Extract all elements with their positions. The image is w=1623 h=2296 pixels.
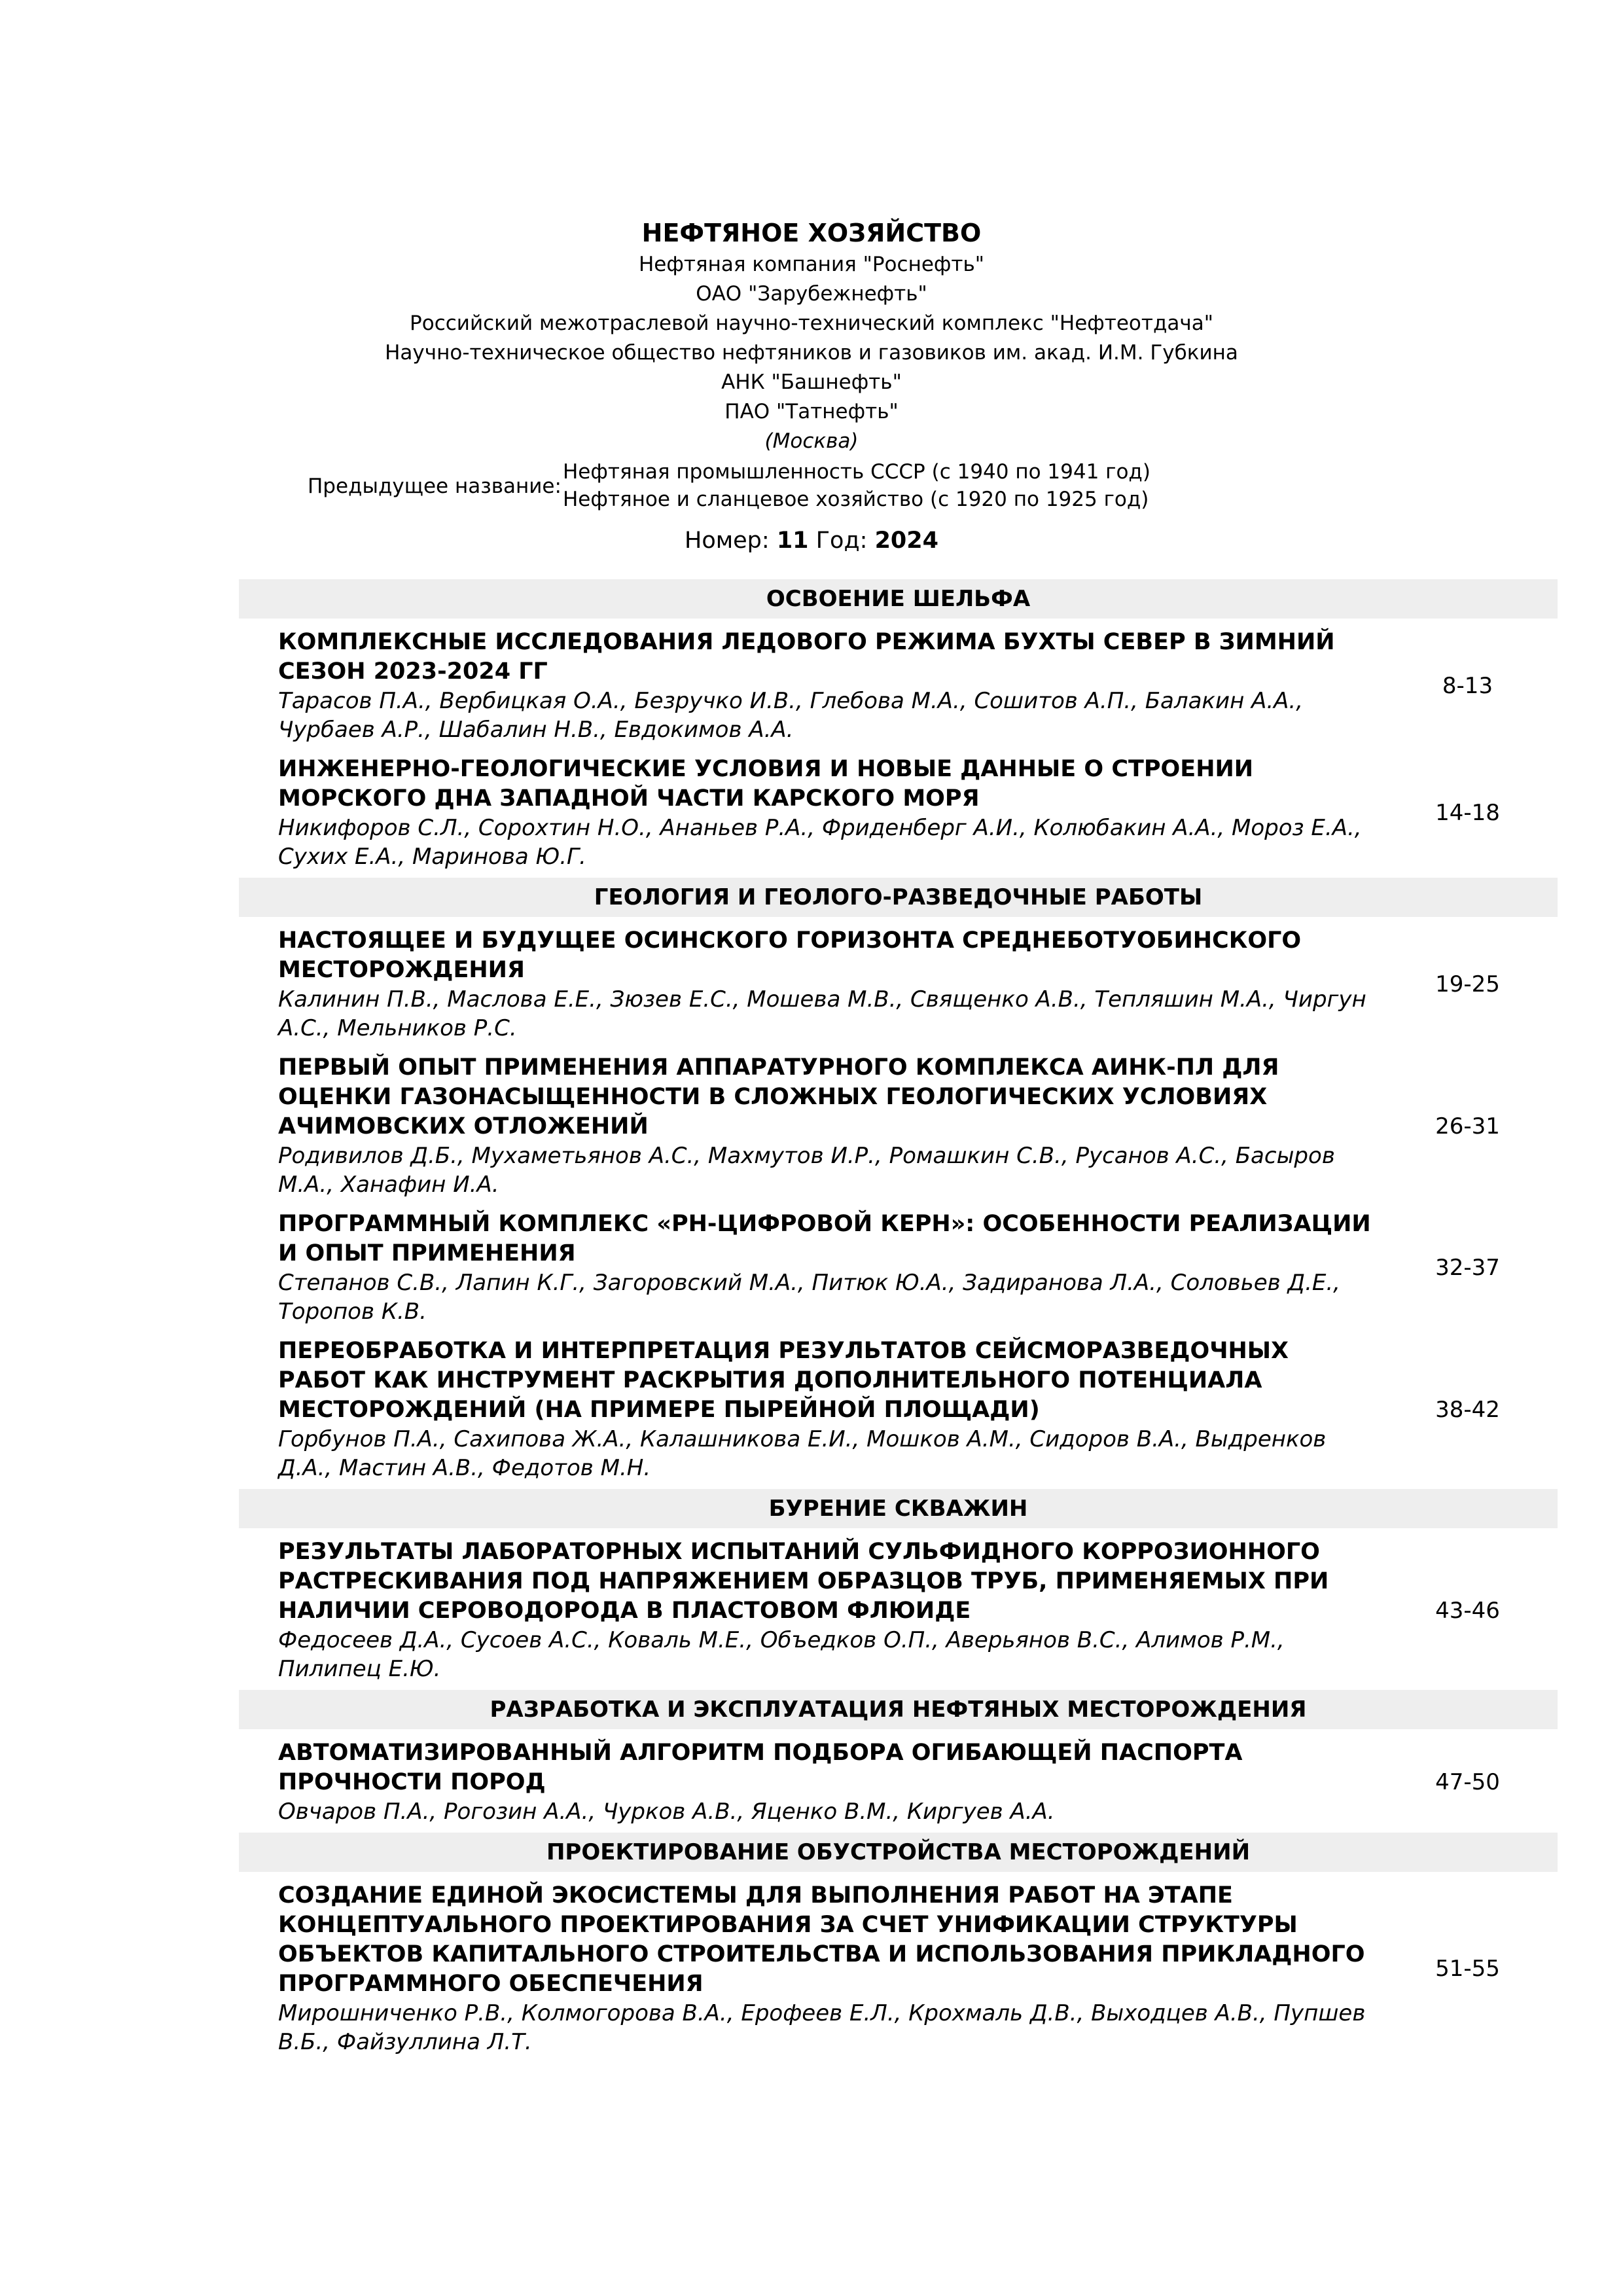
section-header: ГЕОЛОГИЯ И ГЕОЛОГО-РАЗВЕДОЧНЫЕ РАБОТЫ (239, 878, 1558, 917)
founder-line: ПАО "Татнефть" (724, 400, 899, 423)
section-header: РАЗРАБОТКА И ЭКСПЛУАТАЦИЯ НЕФТЯНЫХ МЕСТОРОЖДЕНИЯ (239, 1690, 1558, 1729)
article-authors: Федосеев Д.А., Сусоев А.С., Коваль М.Е., Объедков О.П., Аверьянов В.С., Алимов Р.М., Пилипец Е.Ю. (278, 1627, 1285, 1682)
article-authors: Горбунов П.А., Сахипова Ж.А., Калашникова Е.И., Мошков А.М., Сидоров В.А., Выдренков Д.А., Мастин А.В., Федотов М.Н. (278, 1426, 1327, 1481)
article-entry[interactable] (239, 624, 1558, 751)
section-header: БУРЕНИЕ СКВАЖИН (239, 1489, 1558, 1528)
article-authors: Никифоров С.Л., Сорохтин Н.О., Ананьев Р.А., Фриденберг А.И., Колюбакин А.А., Мороз Е.А., Сухих Е.А., Маринова Ю.Г. (278, 815, 1362, 870)
issue-year: 2024 (874, 528, 938, 554)
journal-header (0, 216, 1623, 456)
article-entry[interactable] (239, 1049, 1558, 1206)
article-authors: Калинин П.В., Маслова Е.Е., Зюзев Е.С., Мошева М.В., Священко А.В., Тепляшин М.А., Чиргун А.С., Мельников Р.С. (278, 986, 1366, 1041)
article-pages: 14-18 (1435, 800, 1500, 826)
article-pages: 38-42 (1435, 1396, 1500, 1423)
article-title[interactable]: РЕЗУЛЬТАТЫ ЛАБОРАТОРНЫХ ИСПЫТАНИЙ СУЛЬФИДНОГО КОРРОЗИОННОГО РАСТРЕСКИВАНИЯ ПОД НАПРЯЖЕНИЕМ ОБРАЗЦОВ ТРУБ, ПРИМЕНЯЕМЫХ ПРИ НАЛИЧИИ СЕРОВОДОРОДА В ПЛАСТОВОМ ФЛЮИДЕ (278, 1539, 1329, 1624)
article-entry[interactable] (239, 1734, 1558, 1833)
journal-title: НЕФТЯНОЕ ХОЗЯЙСТВО (641, 219, 982, 247)
article-pages: 8-13 (1442, 673, 1493, 699)
founder-line: АНК "Башнефть" (721, 370, 902, 394)
article-title[interactable]: АВТОМАТИЗИРОВАННЫЙ АЛГОРИТМ ПОДБОРА ОГИБАЮЩЕЙ ПАСПОРТА ПРОЧНОСТИ ПОРОД (278, 1740, 1243, 1795)
section-header: ОСВОЕНИЕ ШЕЛЬФА (239, 579, 1558, 619)
article-authors: Степанов С.В., Лапин К.Г., Загоровский М.А., Питюк Ю.А., Задиранова Л.А., Соловьев Д.Е., Торопов К.В. (278, 1270, 1340, 1325)
article-authors: Мирошниченко Р.В., Колмогорова В.А., Ерофеев Е.Л., Крохмаль Д.В., Выходцев А.В., Пупшев В.Б., Файзуллина Л.Т. (278, 2000, 1366, 2055)
article-entry[interactable] (239, 1206, 1558, 1333)
article-title[interactable]: ПЕРЕОБРАБОТКА И ИНТЕРПРЕТАЦИЯ РЕЗУЛЬТАТОВ СЕЙСМОРАЗВЕДОЧНЫХ РАБОТ КАК ИНСТРУМЕНТ РАСКРЫТИЯ ДОПОЛНИТЕЛЬНОГО ПОТЕНЦИАЛА МЕСТОРОЖДЕНИЙ (НА ПРИМЕРЕ ПЫРЕЙНОЙ ПЛОЩАДИ) (278, 1338, 1289, 1423)
article-title[interactable]: КОМПЛЕКСНЫЕ ИССЛЕДОВАНИЯ ЛЕДОВОГО РЕЖИМА БУХТЫ СЕВЕР В ЗИМНИЙ СЕЗОН 2023-2024 ГГ (278, 629, 1335, 685)
article-pages: 26-31 (1435, 1113, 1500, 1139)
founder-line: Научно-техническое общество нефтяников и газовиков им. акад. И.М. Губкина (385, 341, 1238, 365)
article-authors: Овчаров П.А., Рогозин А.А., Чурков А.В., Яценко В.М., Киргуев А.А. (278, 1799, 1055, 1825)
journal-city: (Москва) (764, 429, 859, 453)
article-title[interactable]: ИНЖЕНЕРНО-ГЕОЛОГИЧЕСКИЕ УСЛОВИЯ И НОВЫЕ ДАННЫЕ О СТРОЕНИИ МОРСКОГО ДНА ЗАПАДНОЙ ЧАСТИ КАРСКОГО МОРЯ (278, 756, 1254, 812)
issue-year-label: Год: (815, 528, 868, 554)
founder-line: Российский межотраслевой научно-технический комплекс "Нефтеотдача" (410, 312, 1213, 335)
article-authors: Родивилов Д.Б., Мухаметьянов А.С., Махмутов И.Р., Ромашкин С.В., Русанов А.С., Басыров М.А., Ханафин И.А. (278, 1143, 1335, 1198)
article-pages: 32-37 (1435, 1255, 1500, 1281)
issue-number-label: Номер: (685, 528, 770, 554)
issue-number: 11 (776, 528, 809, 554)
table-of-contents (239, 579, 1558, 2063)
article-pages: 19-25 (1435, 971, 1500, 997)
article-title[interactable]: НАСТОЯЩЕЕ И БУДУЩЕЕ ОСИНСКОГО ГОРИЗОНТА СРЕДНЕБОТУОБИНСКОГО МЕСТОРОЖДЕНИЯ (278, 927, 1302, 983)
article-pages: 43-46 (1435, 1597, 1500, 1624)
article-entry[interactable] (239, 922, 1558, 1049)
article-pages: 47-50 (1435, 1769, 1500, 1795)
previous-names-label: Предыдущее название: (308, 475, 562, 498)
founder-line: Нефтяная компания "Роснефть" (638, 253, 984, 276)
previous-name-item: Нефтяное и сланцевое хозяйство (с 1920 по 1925 год) (563, 488, 1149, 511)
previous-name-item: Нефтяная промышленность СССР (с 1940 по 1941 год) (563, 460, 1150, 484)
issue-info (0, 525, 1623, 556)
article-title[interactable]: СОЗДАНИЕ ЕДИНОЙ ЭКОСИСТЕМЫ ДЛЯ ВЫПОЛНЕНИЯ РАБОТ НА ЭТАПЕ КОНЦЕПТУАЛЬНОГО ПРОЕКТИРОВАНИЯ ЗА СЧЕТ УНИФИКАЦИИ СТРУКТУРЫ ОБЪЕКТОВ КАПИТАЛЬНОГО СТРОИТЕЛЬСТВА И ИСПОЛЬЗОВАНИЯ ПРИКЛАДНОГО ПРОГРАММНОГО ОБЕСПЕЧЕНИЯ (278, 1882, 1365, 1997)
article-entry[interactable] (239, 1877, 1558, 2063)
article-entry[interactable] (239, 1534, 1558, 1690)
previous-names-list (563, 458, 1150, 513)
section-header: ПРОЕКТИРОВАНИЕ ОБУСТРОЙСТВА МЕСТОРОЖДЕНИЙ (239, 1833, 1558, 1872)
article-authors: Тарасов П.А., Вербицкая О.А., Безручко И.В., Глебова М.А., Сошитов А.П., Балакин А.А., Чурбаев А.Р., Шабалин Н.В., Евдокимов А.А. (278, 688, 1304, 743)
article-title[interactable]: ПРОГРАММНЫЙ КОМПЛЕКС «РН-ЦИФРОВОЙ КЕРН»: ОСОБЕННОСТИ РЕАЛИЗАЦИИ И ОПЫТ ПРИМЕНЕНИЯ (278, 1211, 1371, 1266)
article-pages: 51-55 (1435, 1956, 1500, 1982)
article-entry[interactable] (239, 1333, 1558, 1489)
article-entry[interactable] (239, 751, 1558, 878)
founder-line: ОАО "Зарубежнефть" (696, 282, 927, 306)
article-title[interactable]: ПЕРВЫЙ ОПЫТ ПРИМЕНЕНИЯ АППАРАТУРНОГО КОМПЛЕКСА АИНК-ПЛ ДЛЯ ОЦЕНКИ ГАЗОНАСЫЩЕННОСТИ В СЛОЖНЫХ ГЕОЛОГИЧЕСКИХ УСЛОВИЯХ АЧИМОВСКИХ ОТЛОЖЕНИЙ (278, 1054, 1279, 1139)
